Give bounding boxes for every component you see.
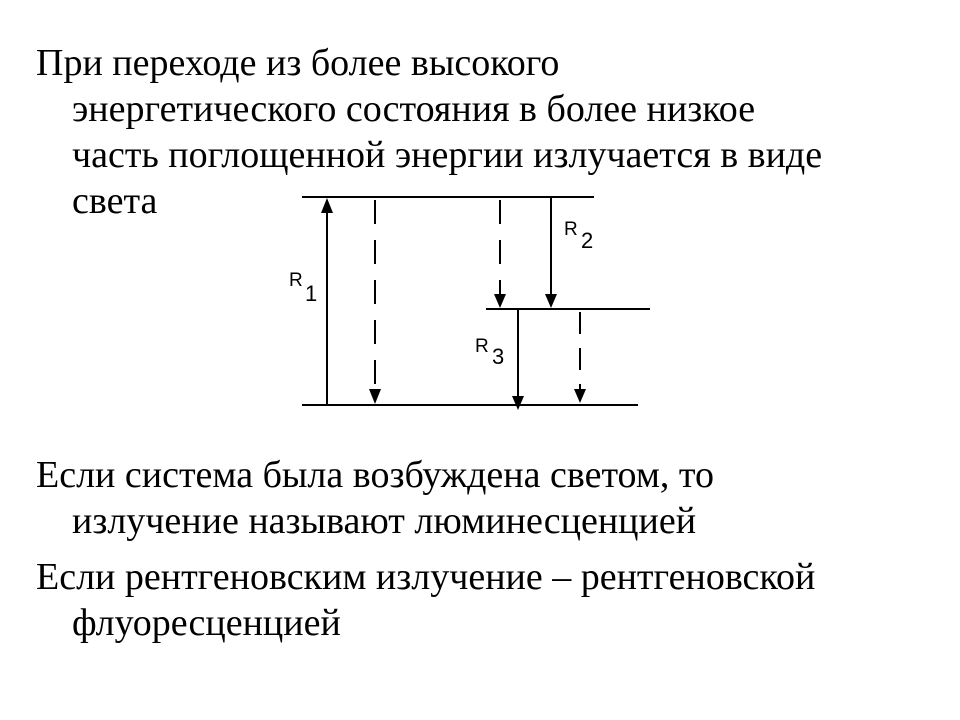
- r2-label-sub: 2: [581, 228, 594, 253]
- r1-label-sub: 1: [305, 281, 318, 306]
- xray-line-2: флуоресценцией: [72, 602, 341, 644]
- intro-line-2: энергетического состояния в более низкое: [72, 88, 756, 130]
- r1-label-letter: R: [289, 270, 303, 291]
- dashed-middle-to-ground-arrowhead: [574, 389, 586, 403]
- xray-line-1: Если рентгеновским излучение – рентгеновской: [36, 556, 816, 598]
- luminescence-paragraph: [36, 452, 714, 544]
- luminescence-line-2: излучение называют люминесценцией: [72, 500, 697, 542]
- dashed-direct-arrowhead: [369, 389, 381, 404]
- intro-line-1: При переходе из более высокого: [36, 42, 560, 84]
- dashed-upper-to-middle-arrowhead: [494, 294, 506, 308]
- r3-label-sub: 3: [492, 344, 505, 369]
- intro-paragraph: [36, 40, 822, 224]
- luminescence-line-1: Если система была возбуждена светом, то: [36, 454, 714, 496]
- xray-fluorescence-paragraph: [36, 554, 815, 646]
- r3-arrowhead: [512, 396, 524, 410]
- intro-line-4: света: [72, 180, 158, 222]
- intro-line-3: часть поглощенной энергии излучается в виде: [72, 134, 823, 176]
- r3-label-letter: R: [475, 336, 489, 357]
- r2-label-letter: R: [564, 219, 578, 240]
- r2-arrowhead: [545, 294, 557, 308]
